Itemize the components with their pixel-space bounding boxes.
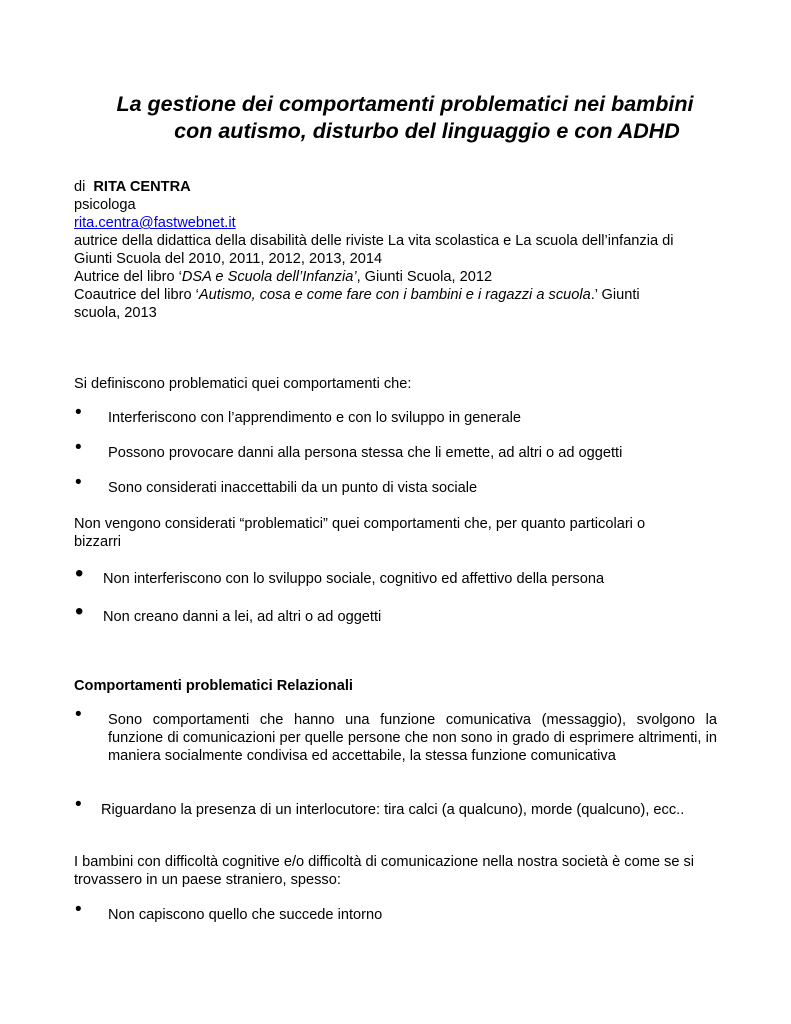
- author-bio-line-2: Giunti Scuola del 2010, 2011, 2012, 2013, 2014: [74, 251, 383, 267]
- bullet-icon: •: [75, 704, 82, 725]
- section4-intro: I bambini con difficoltà cognitive e/o difficoltà di comunicazione nella nostra società è come se si trovassero in un paese straniero, spesso:: [74, 854, 695, 888]
- author-bio-line-1: autrice della didattica della disabilità delle riviste La vita scolastica e La scuola dell’infanzia di: [74, 233, 674, 249]
- book2-suffix: .’ Giunti: [590, 287, 640, 303]
- section1-intro: Si definiscono problematici quei comportamenti che:: [74, 376, 412, 392]
- author-email-line: [74, 214, 236, 232]
- author-book-2: [74, 286, 640, 304]
- section3-bullet-1: Sono comportamenti che hanno una funzione comunicativa (messaggio), svolgono la funzione di comunicazioni per quelle persone che non sono in grado di esprimere altrimenti, in maniera socialmente condivisa ed accettabile, la stessa funzione comunicativa: [108, 712, 717, 764]
- book1-suffix: , Giunti Scuola, 2012: [356, 269, 493, 285]
- author-role: psicologa: [74, 197, 136, 213]
- section1-bullet-2: Possono provocare danni alla persona stessa che li emette, ad altri o ad oggetti: [108, 445, 623, 461]
- bullet-icon: •: [75, 472, 82, 493]
- document-title-line-1: La gestione dei comportamenti problematici nei bambini: [116, 92, 694, 116]
- author-line: [74, 178, 191, 196]
- section3-bullet-2: Riguardano la presenza di un interlocutore: tira calci (a qualcuno), morde (qualcuno), ecc..: [101, 802, 685, 818]
- section2-bullet-1: Non interferiscono con lo sviluppo sociale, cognitivo ed affettivo della persona: [103, 571, 605, 587]
- section2-intro-line-1: Non vengono considerati “problematici” quei comportamenti che, per quanto particolari o: [74, 516, 646, 532]
- bullet-icon: •: [75, 598, 84, 625]
- bullet-icon: •: [75, 794, 82, 815]
- author-prefix: di: [74, 179, 86, 195]
- author-book-1: [74, 268, 492, 286]
- section1-bullet-1: Interferiscono con l’apprendimento e con lo sviluppo in generale: [108, 410, 521, 426]
- bullet-icon: •: [75, 899, 82, 920]
- document-title-line-2: con autismo, disturbo del linguaggio e con ADHD: [174, 119, 680, 143]
- bullet-icon: •: [75, 437, 82, 458]
- book2-title: Autismo, cosa e come fare con i bambini e i ragazzi a scuola: [198, 287, 591, 303]
- section1-bullet-3: Sono considerati inaccettabili da un punto di vista sociale: [108, 480, 478, 496]
- section3-heading: Comportamenti problematici Relazionali: [74, 678, 353, 694]
- book1-title: DSA e Scuola dell’Infanzia’: [181, 269, 357, 285]
- author-email-link[interactable]: rita.centra@fastwebnet.it: [74, 215, 236, 231]
- book2-prefix: Coautrice del libro ‘: [74, 287, 199, 303]
- bullet-icon: •: [75, 560, 84, 587]
- author-book-2-line-2: scuola, 2013: [74, 305, 157, 321]
- section2-bullet-2: Non creano danni a lei, ad altri o ad oggetti: [103, 609, 382, 625]
- section4-bullet-1: Non capiscono quello che succede intorno: [108, 907, 383, 923]
- book1-prefix: Autrice del libro ‘: [74, 269, 182, 285]
- section2-intro-line-2: bizzarri: [74, 534, 122, 550]
- author-name: RITA CENTRA: [93, 179, 191, 195]
- bullet-icon: •: [75, 402, 82, 423]
